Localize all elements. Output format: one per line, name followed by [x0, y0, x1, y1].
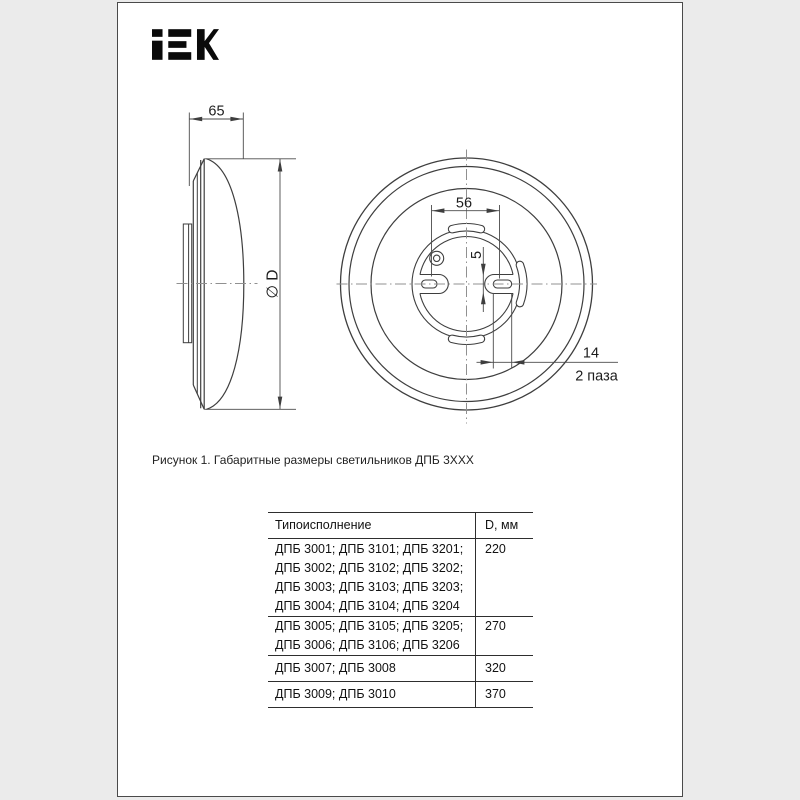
technical-drawing	[118, 3, 682, 463]
dim-slot-width-label: 5	[469, 250, 485, 260]
technical-drawing-svg	[118, 3, 682, 463]
table-cell-models: ДПБ 3001; ДПБ 3101; ДПБ 3201; ДПБ 3002; ДПБ 3102; ДПБ 3202; ДПБ 3003; ДПБ 3103; ДПБ 3203; ДПБ 3004; ДПБ 3104; ДПБ 3204	[275, 542, 464, 613]
table-cell-diameter: 370	[485, 687, 506, 701]
table-header-row	[268, 513, 533, 539]
dim-slot-length-label: 14	[582, 345, 600, 362]
dimension-slot-width	[469, 247, 486, 312]
side-view	[177, 104, 297, 410]
table-cell-diameter: 270	[485, 619, 506, 633]
table-cell-models: ДПБ 3005; ДПБ 3105; ДПБ 3205; ДПБ 3006; ДПБ 3106; ДПБ 3206	[275, 619, 464, 652]
figure-caption: Рисунок 1. Габаритные размеры светильников ДПБ 3XXX	[152, 453, 474, 467]
front-view	[337, 150, 619, 424]
dim-mount-spacing-label: 56	[455, 195, 473, 212]
table-cell-models: ДПБ 3007; ДПБ 3008	[275, 661, 396, 675]
table-row	[268, 682, 533, 708]
dimension-slot-length	[477, 293, 619, 385]
dimension-diameter	[265, 159, 283, 409]
table-row	[268, 539, 533, 617]
table-column-divider	[475, 513, 477, 708]
table-header-diameter: D, мм	[485, 518, 519, 532]
table-cell-models: ДПБ 3009; ДПБ 3010	[275, 687, 396, 701]
table-row	[268, 617, 533, 656]
slots-note-label: 2 паза	[575, 368, 618, 385]
table-cell-diameter: 320	[485, 661, 506, 675]
table-cell-diameter: 220	[485, 542, 506, 556]
dim-depth-label: 65	[208, 103, 225, 120]
table-row	[268, 656, 533, 682]
datasheet-page	[117, 2, 683, 797]
spec-table	[268, 512, 533, 708]
table-header-type: Типоисполнение	[275, 518, 372, 532]
dim-diameter-label: ∅ D	[264, 269, 282, 299]
